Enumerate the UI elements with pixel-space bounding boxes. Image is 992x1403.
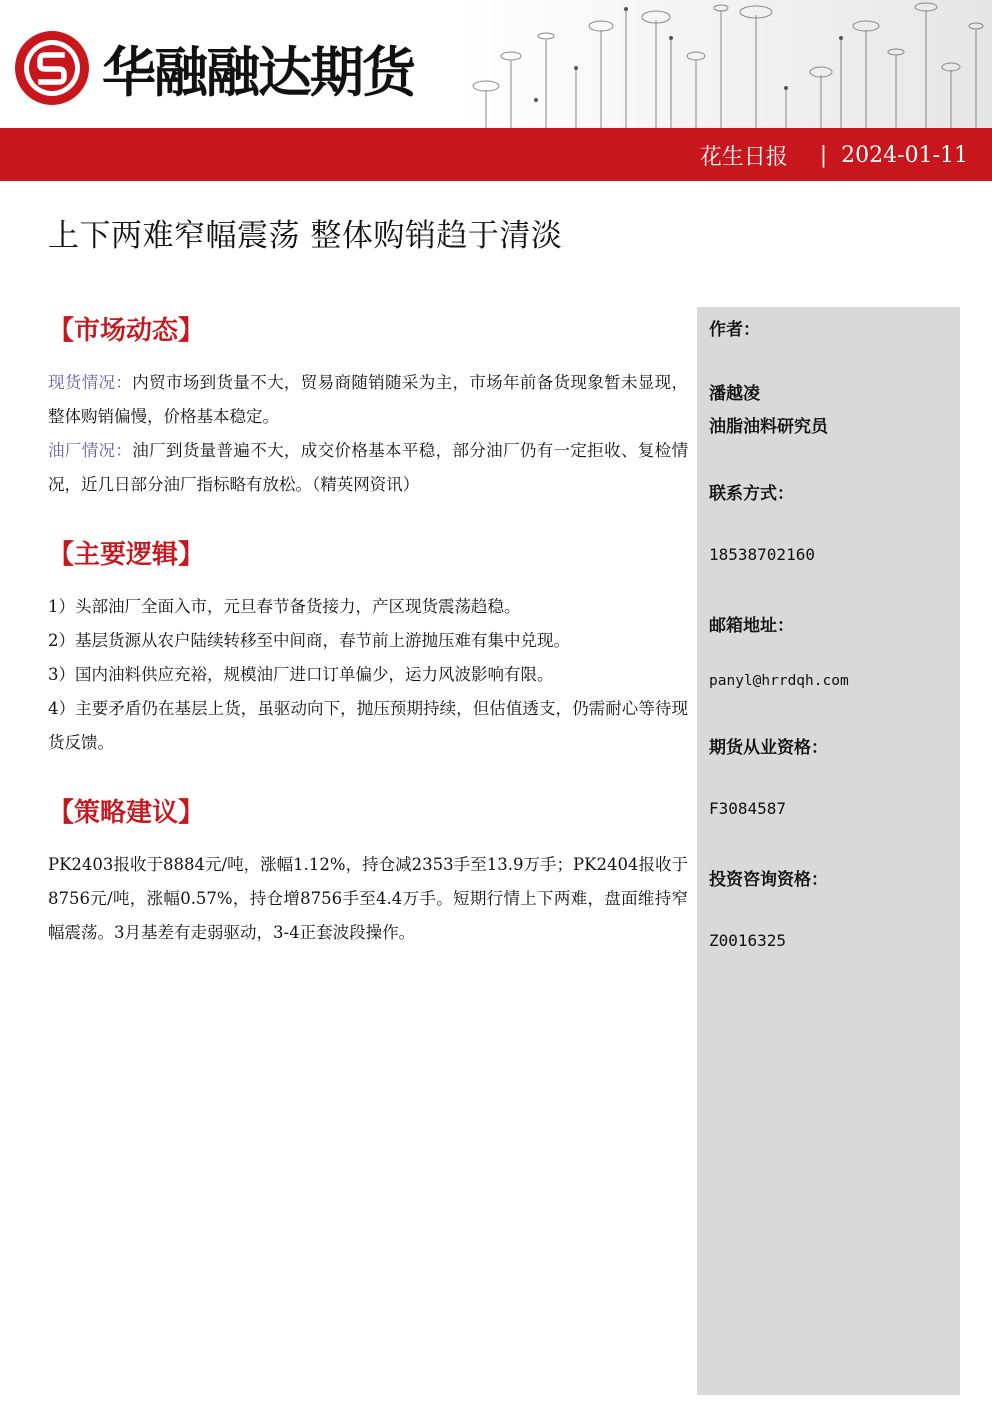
- advisory-qualification-label: 投资咨询资格：: [709, 870, 828, 890]
- logic-item: 3）国内油料供应充裕，规模油厂进口订单偏少，运力风波影响有限。: [48, 665, 554, 684]
- company-logo: [12, 20, 414, 116]
- spot-paragraph: [48, 366, 688, 434]
- email-label: 邮箱地址：: [709, 616, 794, 636]
- header-decoration: [456, 0, 992, 128]
- report-title: 上下两难窄幅震荡 整体购销趋于清淡: [48, 218, 563, 254]
- report-type: 花生日报: [699, 145, 788, 170]
- logo-icon: [12, 28, 92, 108]
- author-sidebar: [697, 307, 960, 1395]
- header-red-bar: [0, 128, 992, 181]
- logic-item: 4）主要矛盾仍在基层上货，虽驱动向下，抛压预期持续，但估值透支，仍需耐心等待现货反馈。: [48, 699, 688, 752]
- advisory-qualification-id: Z0016325: [709, 931, 787, 950]
- report-header: [0, 0, 992, 183]
- author-name: 潘越凌: [709, 384, 760, 404]
- report-date: 2024-01-11: [841, 143, 968, 168]
- spot-text: 内贸市场到货量不大，贸易商随销随采为主，市场年前备货现象暂未显现，整体购销偏慢，价格基本稳定。: [48, 373, 689, 426]
- phone-number: 18538702160: [709, 545, 815, 564]
- brand-name: 华融融达期货: [102, 40, 414, 104]
- contact-label: 联系方式：: [709, 484, 794, 504]
- email-address[interactable]: panyl@hrrdqh.com: [709, 673, 849, 689]
- logic-item: 1）头部油厂全面入市，元旦春节备货接力，产区现货震荡趋稳。: [48, 597, 521, 616]
- logic-section: [48, 534, 688, 760]
- mill-paragraph: [48, 434, 688, 502]
- spot-label: 现货情况：: [48, 373, 133, 392]
- strategy-section: [48, 792, 688, 950]
- market-section: [48, 310, 688, 502]
- futures-qualification-label: 期货从业资格：: [709, 738, 828, 758]
- mill-label: 油厂情况：: [48, 441, 133, 460]
- meta-separator: |: [819, 143, 828, 168]
- author-label: 作者：: [709, 320, 760, 340]
- author-title: 油脂油料研究员: [709, 417, 828, 437]
- market-heading: 【市场动态】: [48, 316, 205, 346]
- report-meta: [700, 140, 968, 171]
- strategy-text: PK2403报收于8884元/吨，涨幅1.12%，持仓减2353手至13.9万手；PK2404报收于8756元/吨，涨幅0.57%，持仓增8756手至4.4万手。短期行情上下两难，盘面维持窄幅震荡。3月基差有走弱驱动，3-4正套波段操作。: [48, 855, 688, 942]
- main-content: [48, 310, 688, 950]
- mill-text: 油厂到货量普遍不大，成交价格基本平稳，部分油厂仍有一定拒收、复检情况，近几日部分油厂指标略有放松。（精英网资讯）: [48, 441, 689, 494]
- logic-item: 2）基层货源从农户陆续转移至中间商，春节前上游抛压难有集中兑现。: [48, 631, 570, 650]
- logic-heading: 【主要逻辑】: [48, 540, 205, 570]
- strategy-heading: 【策略建议】: [48, 798, 205, 828]
- futures-qualification-id: F3084587: [709, 799, 787, 818]
